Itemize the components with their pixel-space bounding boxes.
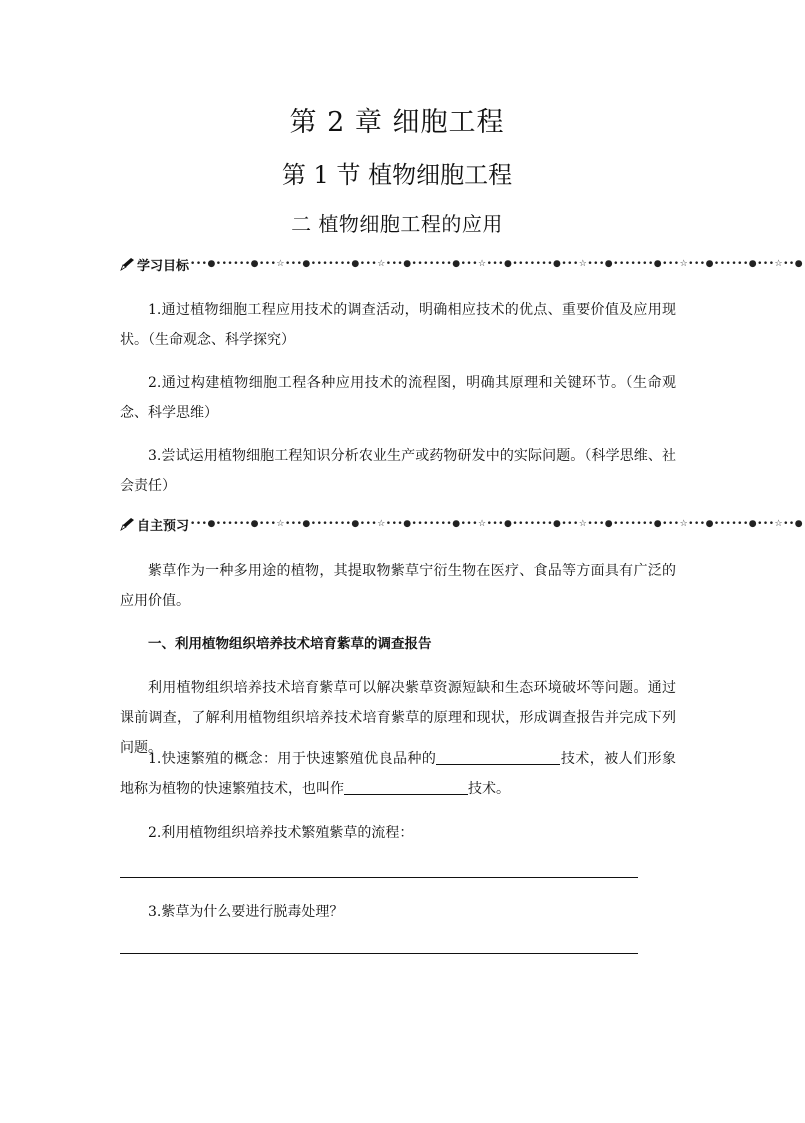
question-3: 3.紫草为什么要进行脱毒处理？	[148, 904, 344, 920]
self-preview-bar	[120, 514, 804, 534]
goal-item-3: 3.尝试运用植物细胞工程知识分析农业生产或药物研发中的实际问题。（科学思维、社会责任）	[120, 448, 676, 494]
learning-goals-label: 学习目标	[137, 258, 190, 274]
survey-report-heading: 一、利用植物组织培养技术培育紫草的调查报告	[148, 636, 432, 652]
learning-goals-bar	[120, 254, 804, 274]
pencil-icon	[120, 517, 136, 531]
answer-line-1[interactable]	[120, 877, 638, 878]
self-preview-heading	[120, 515, 189, 534]
section-title: 第 1 节 植物细胞工程	[281, 161, 513, 189]
chapter-title: 第 2 章 细胞工程	[289, 107, 505, 138]
self-preview-label: 自主预习	[137, 518, 190, 534]
question-1-part2: 技术，被人们形象地称为植物的快速繁殖技术，也叫作	[120, 751, 677, 797]
survey-paragraph: 利用植物组织培养技术培育紫草可以解决紫草资源短缺和生态环境破坏等问题。通过课前调查，了解利用植物组织培养技术培育紫草的原理和现状，形成调查报告并完成下列问题。	[120, 680, 676, 756]
question-1	[120, 744, 676, 804]
pencil-icon	[120, 257, 136, 271]
question-1-part1: 1.快速繁殖的概念：用于快速繁殖优良品种的	[148, 751, 437, 767]
answer-blank-1[interactable]	[436, 750, 560, 765]
goal-item-2: 2.通过构建植物细胞工程各种应用技术的流程图，明确其原理和关键环节。（生命观念、科学思维）	[120, 375, 676, 421]
goal-item-1: 1.通过植物细胞工程应用技术的调查活动，明确相应技术的优点、重要价值及应用现状。（生命观念、科学探究）	[120, 302, 676, 348]
answer-blank-2[interactable]	[344, 780, 468, 795]
preview-intro: 紫草作为一种多用途的植物，其提取物紫草宁衍生物在医疗、食品等方面具有广泛的应用价值。	[120, 563, 676, 609]
subsection-title: 二 植物细胞工程的应用	[291, 212, 503, 236]
learning-goals-heading	[120, 255, 189, 274]
dotted-divider: •••●••••••●•••☆•••●•••••••●•••☆•••●•••••••●•••☆•••●•••••••●•••☆•••●•••••••●•••☆•••●••••••●•••☆••●	[190, 519, 804, 529]
answer-line-2[interactable]	[120, 953, 638, 954]
dotted-divider: •••●••••••●•••☆•••●•••••••●•••☆•••●•••••••●•••☆•••●•••••••●•••☆•••●•••••••●•••☆•••●••••••●•••☆••●	[190, 259, 804, 269]
question-2: 2.利用植物组织培养技术繁殖紫草的流程：	[148, 825, 414, 841]
question-1-part3: 技术。	[468, 781, 510, 797]
